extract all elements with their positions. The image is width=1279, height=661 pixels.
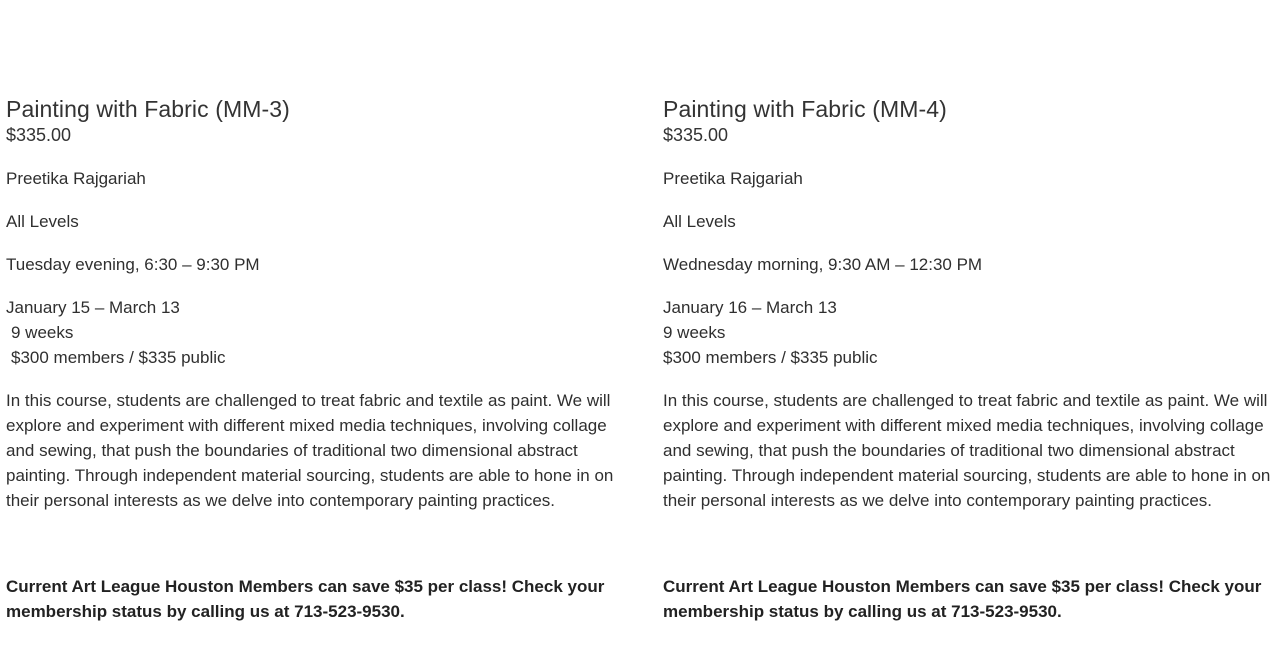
course-price: $335.00 [6, 125, 72, 145]
course-description: In this course, students are challenged to treat fabric and textile as paint. We will explore and experiment with different mixed media techniques, involving collage and sewing, that push the boundaries of traditional two dimensional abstract painting. Through independent material sourcing, students are able to hone in on their personal interests as we delve into contemporary painting practices. [6, 391, 614, 510]
course-level: All Levels [663, 212, 736, 231]
course-instructor: Preetika Rajgariah [663, 169, 803, 188]
course-title[interactable]: Painting with Fabric (MM-3) [6, 96, 290, 122]
course-price: $335.00 [663, 125, 729, 145]
course-instructor: Preetika Rajgariah [6, 169, 146, 188]
course-level: All Levels [6, 212, 79, 231]
course-duration: 9 weeks [11, 323, 74, 342]
course-description: In this course, students are challenged to treat fabric and textile as paint. We will explore and experiment with different mixed media techniques, involving collage and sewing, that push the boundaries of traditional two dimensional abstract painting. Through independent material sourcing, students are able to hone in on their personal interests as we delve into contemporary painting practices. [663, 391, 1271, 510]
course-grid [6, 94, 1279, 624]
course-fees: $300 members / $335 public [11, 348, 226, 367]
course-card-mm-3 [6, 94, 617, 624]
course-dates: January 15 – March 13 [6, 298, 180, 317]
course-schedule: Wednesday morning, 9:30 AM – 12:30 PM [663, 255, 983, 274]
course-fees: $300 members / $335 public [663, 348, 878, 367]
membership-notice: Current Art League Houston Members can save $35 per class! Check your membership status by calling us at 713-523-9530. [663, 577, 1262, 621]
course-card-mm-4 [663, 94, 1274, 624]
membership-notice: Current Art League Houston Members can save $35 per class! Check your membership status by calling us at 713-523-9530. [6, 577, 605, 621]
course-dates: January 16 – March 13 [663, 298, 837, 317]
course-duration: 9 weeks [663, 323, 726, 342]
course-schedule: Tuesday evening, 6:30 – 9:30 PM [6, 255, 260, 274]
course-title[interactable]: Painting with Fabric (MM-4) [663, 96, 947, 122]
